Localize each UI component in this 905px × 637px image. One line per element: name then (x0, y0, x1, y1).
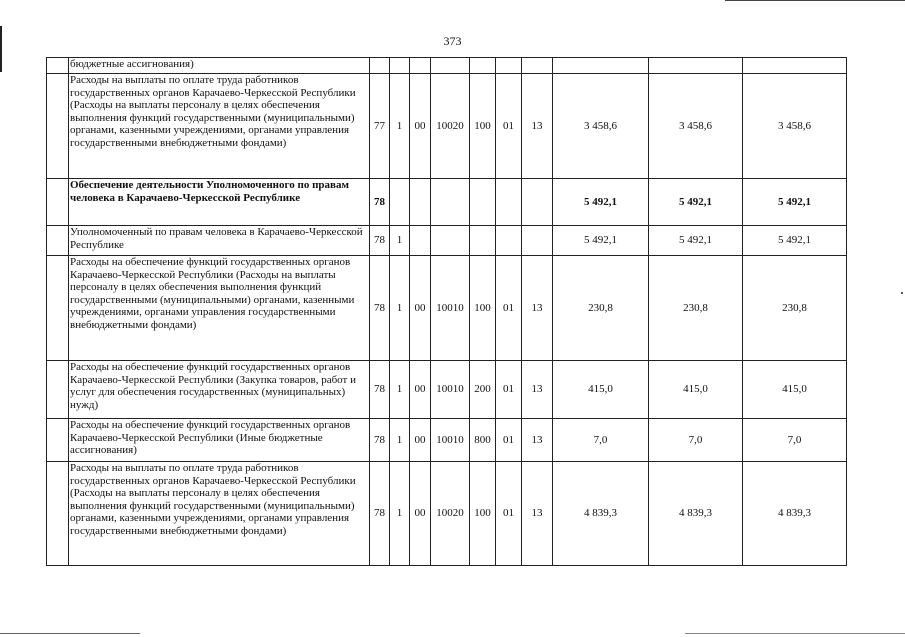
amount-year-1-cell: 415,0 (553, 361, 649, 419)
table-row (47, 419, 847, 462)
table-row (47, 179, 847, 226)
amount-year-2-cell: 4 839,3 (649, 462, 743, 566)
table-row (47, 74, 847, 179)
row-name-cell: Расходы на обеспечение функций государственных органов Карачаево-Черкесской Республики (Закупка товаров, работ и услуг для обеспечения государственных (муниципальных) нужд) (69, 361, 370, 419)
row-name-cell: Расходы на обеспечение функций государственных органов Карачаево-Черкесской Республики (Расходы на выплаты персоналу в целях обеспечения выполнения функций государственными (муниципальными) органами, казенными учреждениями, органами управления государственными внебюджетными фондами) (69, 256, 370, 361)
row-spacer-cell (47, 58, 69, 74)
code-sub-cell (410, 58, 431, 74)
amount-year-3-cell: 7,0 (743, 419, 847, 462)
code-pr-cell: 13 (522, 74, 553, 179)
code-gr-cell: 77 (370, 74, 390, 179)
row-name-cell: Расходы на выплаты по оплате труда работников государственных органов Карачаево-Черкесской Республики (Расходы на выплаты персоналу в целях обеспечения выполнения функций государственными (муниципальными) органами, казенными учреждениями, органами управления государственными внебюджетными фондами) (69, 462, 370, 566)
table-row (47, 226, 847, 256)
code-sub-cell: 00 (410, 74, 431, 179)
code-vr-cell: 100 (470, 256, 496, 361)
row-name-cell: Обеспечение деятельности Уполномоченного по правам человека в Карачаево-Черкесской Республике (69, 179, 370, 226)
code-pr-cell (522, 58, 553, 74)
code-pr-cell (522, 226, 553, 256)
scan-artifact-left (0, 26, 2, 72)
code-vr-cell: 100 (470, 462, 496, 566)
code-pg-cell (390, 58, 410, 74)
code-rz-cell: 01 (496, 74, 522, 179)
table-row (47, 361, 847, 419)
code-vr-cell (470, 226, 496, 256)
scan-artifact-bottom-right (685, 633, 905, 634)
code-rz-cell: 01 (496, 361, 522, 419)
code-pg-cell: 1 (390, 256, 410, 361)
scan-artifact-bottom-left (0, 633, 140, 634)
row-spacer-cell (47, 419, 69, 462)
amount-year-1-cell (553, 58, 649, 74)
table-row (47, 462, 847, 566)
code-pr-cell: 13 (522, 256, 553, 361)
code-pg-cell: 1 (390, 462, 410, 566)
code-dir-cell: 10010 (431, 419, 470, 462)
row-spacer-cell (47, 462, 69, 566)
code-gr-cell: 78 (370, 226, 390, 256)
amount-year-3-cell: 3 458,6 (743, 74, 847, 179)
code-sub-cell: 00 (410, 419, 431, 462)
code-pg-cell (390, 179, 410, 226)
code-vr-cell: 100 (470, 74, 496, 179)
amount-year-2-cell: 5 492,1 (649, 226, 743, 256)
code-rz-cell: 01 (496, 462, 522, 566)
amount-year-3-cell: 230,8 (743, 256, 847, 361)
amount-year-2-cell: 5 492,1 (649, 179, 743, 226)
code-pg-cell: 1 (390, 226, 410, 256)
code-vr-cell (470, 179, 496, 226)
row-name-cell: Расходы на обеспечение функций государственных органов Карачаево-Черкесской Республики (Иные бюджетные ассигнования) (69, 419, 370, 462)
amount-year-1-cell: 5 492,1 (553, 179, 649, 226)
code-gr-cell: 78 (370, 256, 390, 361)
amount-year-3-cell: 415,0 (743, 361, 847, 419)
code-sub-cell: 00 (410, 462, 431, 566)
row-spacer-cell (47, 256, 69, 361)
code-rz-cell (496, 226, 522, 256)
code-pg-cell: 1 (390, 361, 410, 419)
code-gr-cell: 78 (370, 361, 390, 419)
row-name-cell: бюджетные ассигнования) (69, 58, 370, 74)
amount-year-1-cell: 3 458,6 (553, 74, 649, 179)
amount-year-1-cell: 5 492,1 (553, 226, 649, 256)
code-gr-cell (370, 58, 390, 74)
amount-year-3-cell (743, 58, 847, 74)
table-row (47, 58, 847, 74)
amount-year-1-cell: 230,8 (553, 256, 649, 361)
code-pr-cell: 13 (522, 462, 553, 566)
amount-year-2-cell: 415,0 (649, 361, 743, 419)
row-name-cell: Уполномоченный по правам человека в Карачаево-Черкесской Республике (69, 226, 370, 256)
code-dir-cell: 10010 (431, 256, 470, 361)
code-vr-cell: 800 (470, 419, 496, 462)
scan-artifact-top (725, 0, 905, 2)
scan-artifact-right (901, 292, 903, 294)
code-pg-cell: 1 (390, 74, 410, 179)
amount-year-3-cell: 5 492,1 (743, 226, 847, 256)
table-row (47, 256, 847, 361)
amount-year-2-cell: 3 458,6 (649, 74, 743, 179)
budget-table (46, 57, 847, 566)
amount-year-1-cell: 7,0 (553, 419, 649, 462)
row-name-cell: Расходы на выплаты по оплате труда работников государственных органов Карачаево-Черкесской Республики (Расходы на выплаты персоналу в целях обеспечения выполнения функций государственными (муниципальными) органами, казенными учреждениями, органами управления государственными внебюджетными фондами) (69, 74, 370, 179)
code-rz-cell (496, 58, 522, 74)
code-dir-cell (431, 58, 470, 74)
code-pg-cell: 1 (390, 419, 410, 462)
page-number: 373 (443, 34, 462, 48)
code-gr-cell: 78 (370, 419, 390, 462)
code-pr-cell: 13 (522, 419, 553, 462)
code-dir-cell: 10010 (431, 361, 470, 419)
code-dir-cell: 10020 (431, 462, 470, 566)
amount-year-3-cell: 5 492,1 (743, 179, 847, 226)
code-dir-cell (431, 226, 470, 256)
code-sub-cell: 00 (410, 256, 431, 361)
code-dir-cell: 10020 (431, 74, 470, 179)
code-pr-cell (522, 179, 553, 226)
code-vr-cell: 200 (470, 361, 496, 419)
amount-year-1-cell: 4 839,3 (553, 462, 649, 566)
row-spacer-cell (47, 361, 69, 419)
amount-year-3-cell: 4 839,3 (743, 462, 847, 566)
code-rz-cell (496, 179, 522, 226)
amount-year-2-cell: 7,0 (649, 419, 743, 462)
row-spacer-cell (47, 179, 69, 226)
code-gr-cell: 78 (370, 462, 390, 566)
code-pr-cell: 13 (522, 361, 553, 419)
code-gr-cell: 78 (370, 179, 390, 226)
code-rz-cell: 01 (496, 256, 522, 361)
amount-year-2-cell: 230,8 (649, 256, 743, 361)
row-spacer-cell (47, 226, 69, 256)
code-sub-cell (410, 226, 431, 256)
row-spacer-cell (47, 74, 69, 179)
code-sub-cell: 00 (410, 361, 431, 419)
code-vr-cell (470, 58, 496, 74)
code-dir-cell (431, 179, 470, 226)
amount-year-2-cell (649, 58, 743, 74)
code-rz-cell: 01 (496, 419, 522, 462)
code-sub-cell (410, 179, 431, 226)
